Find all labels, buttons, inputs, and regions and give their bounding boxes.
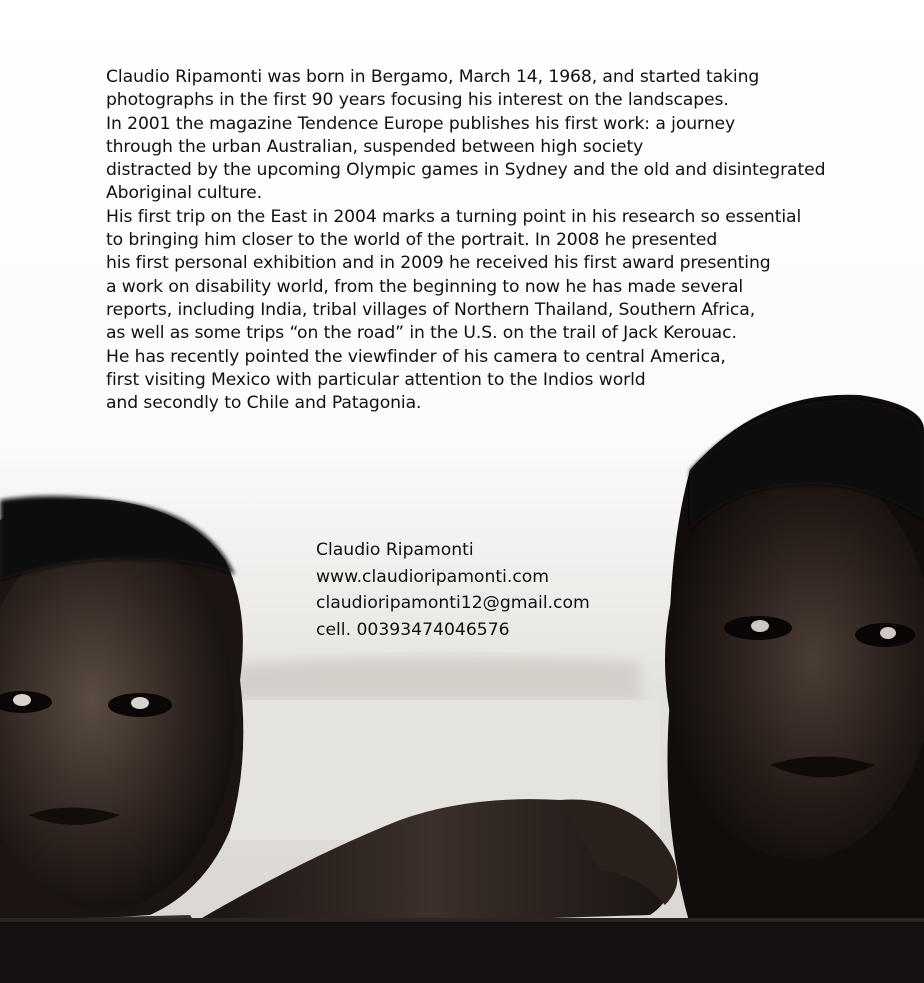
left-child-figure (0, 496, 243, 935)
contact-name: Claudio Ripamonti (316, 540, 474, 560)
bio-line: as well as some trips “on the road” in the U.S. on the trail of Jack Kerouac. (106, 323, 737, 344)
contact-email-link[interactable]: claudioripamonti12@gmail.com (316, 593, 590, 613)
bio-line: and secondly to Chile and Patagonia. (106, 393, 422, 414)
contact-phone: cell. 00393474046576 (316, 619, 510, 640)
bio-line: his first personal exhibition and in 2009 he received his first award presenting (106, 253, 771, 274)
bio-line: reports, including India, tribal villages of Northern Thailand, Southern Africa, (106, 299, 756, 320)
bio-line: Claudio Ripamonti was born in Bergamo, March 14, 1968, and started taking (106, 67, 760, 87)
bio-line: photographs in the first 90 years focusing his interest on the landscapes. (106, 90, 729, 111)
bio-line: In 2001 the magazine Tendence Europe publishes his first work: a journey (106, 113, 736, 134)
bio-line: a work on disability world, from the beginning to now he has made several (106, 276, 744, 297)
biography-text (106, 66, 866, 415)
bio-line: He has recently pointed the viewfinder of his camera to central America, (106, 346, 726, 367)
contact-website-link[interactable]: www.claudioripamonti.com (316, 566, 550, 587)
bio-line: Aboriginal culture. (106, 183, 262, 204)
bio-line: through the urban Australian, suspended between high society (106, 136, 644, 157)
bio-line: His first trip on the East in 2004 marks a turning point in his research so essential (106, 206, 802, 227)
bio-line: first visiting Mexico with particular attention to the Indios world (106, 369, 646, 390)
right-child-figure (665, 395, 924, 925)
contact-block (316, 537, 590, 643)
bio-line: distracted by the upcoming Olympic games in Sydney and the old and disintegrated (106, 160, 826, 181)
bio-line: to bringing him closer to the world of the portrait. In 2008 he presented (106, 230, 718, 251)
